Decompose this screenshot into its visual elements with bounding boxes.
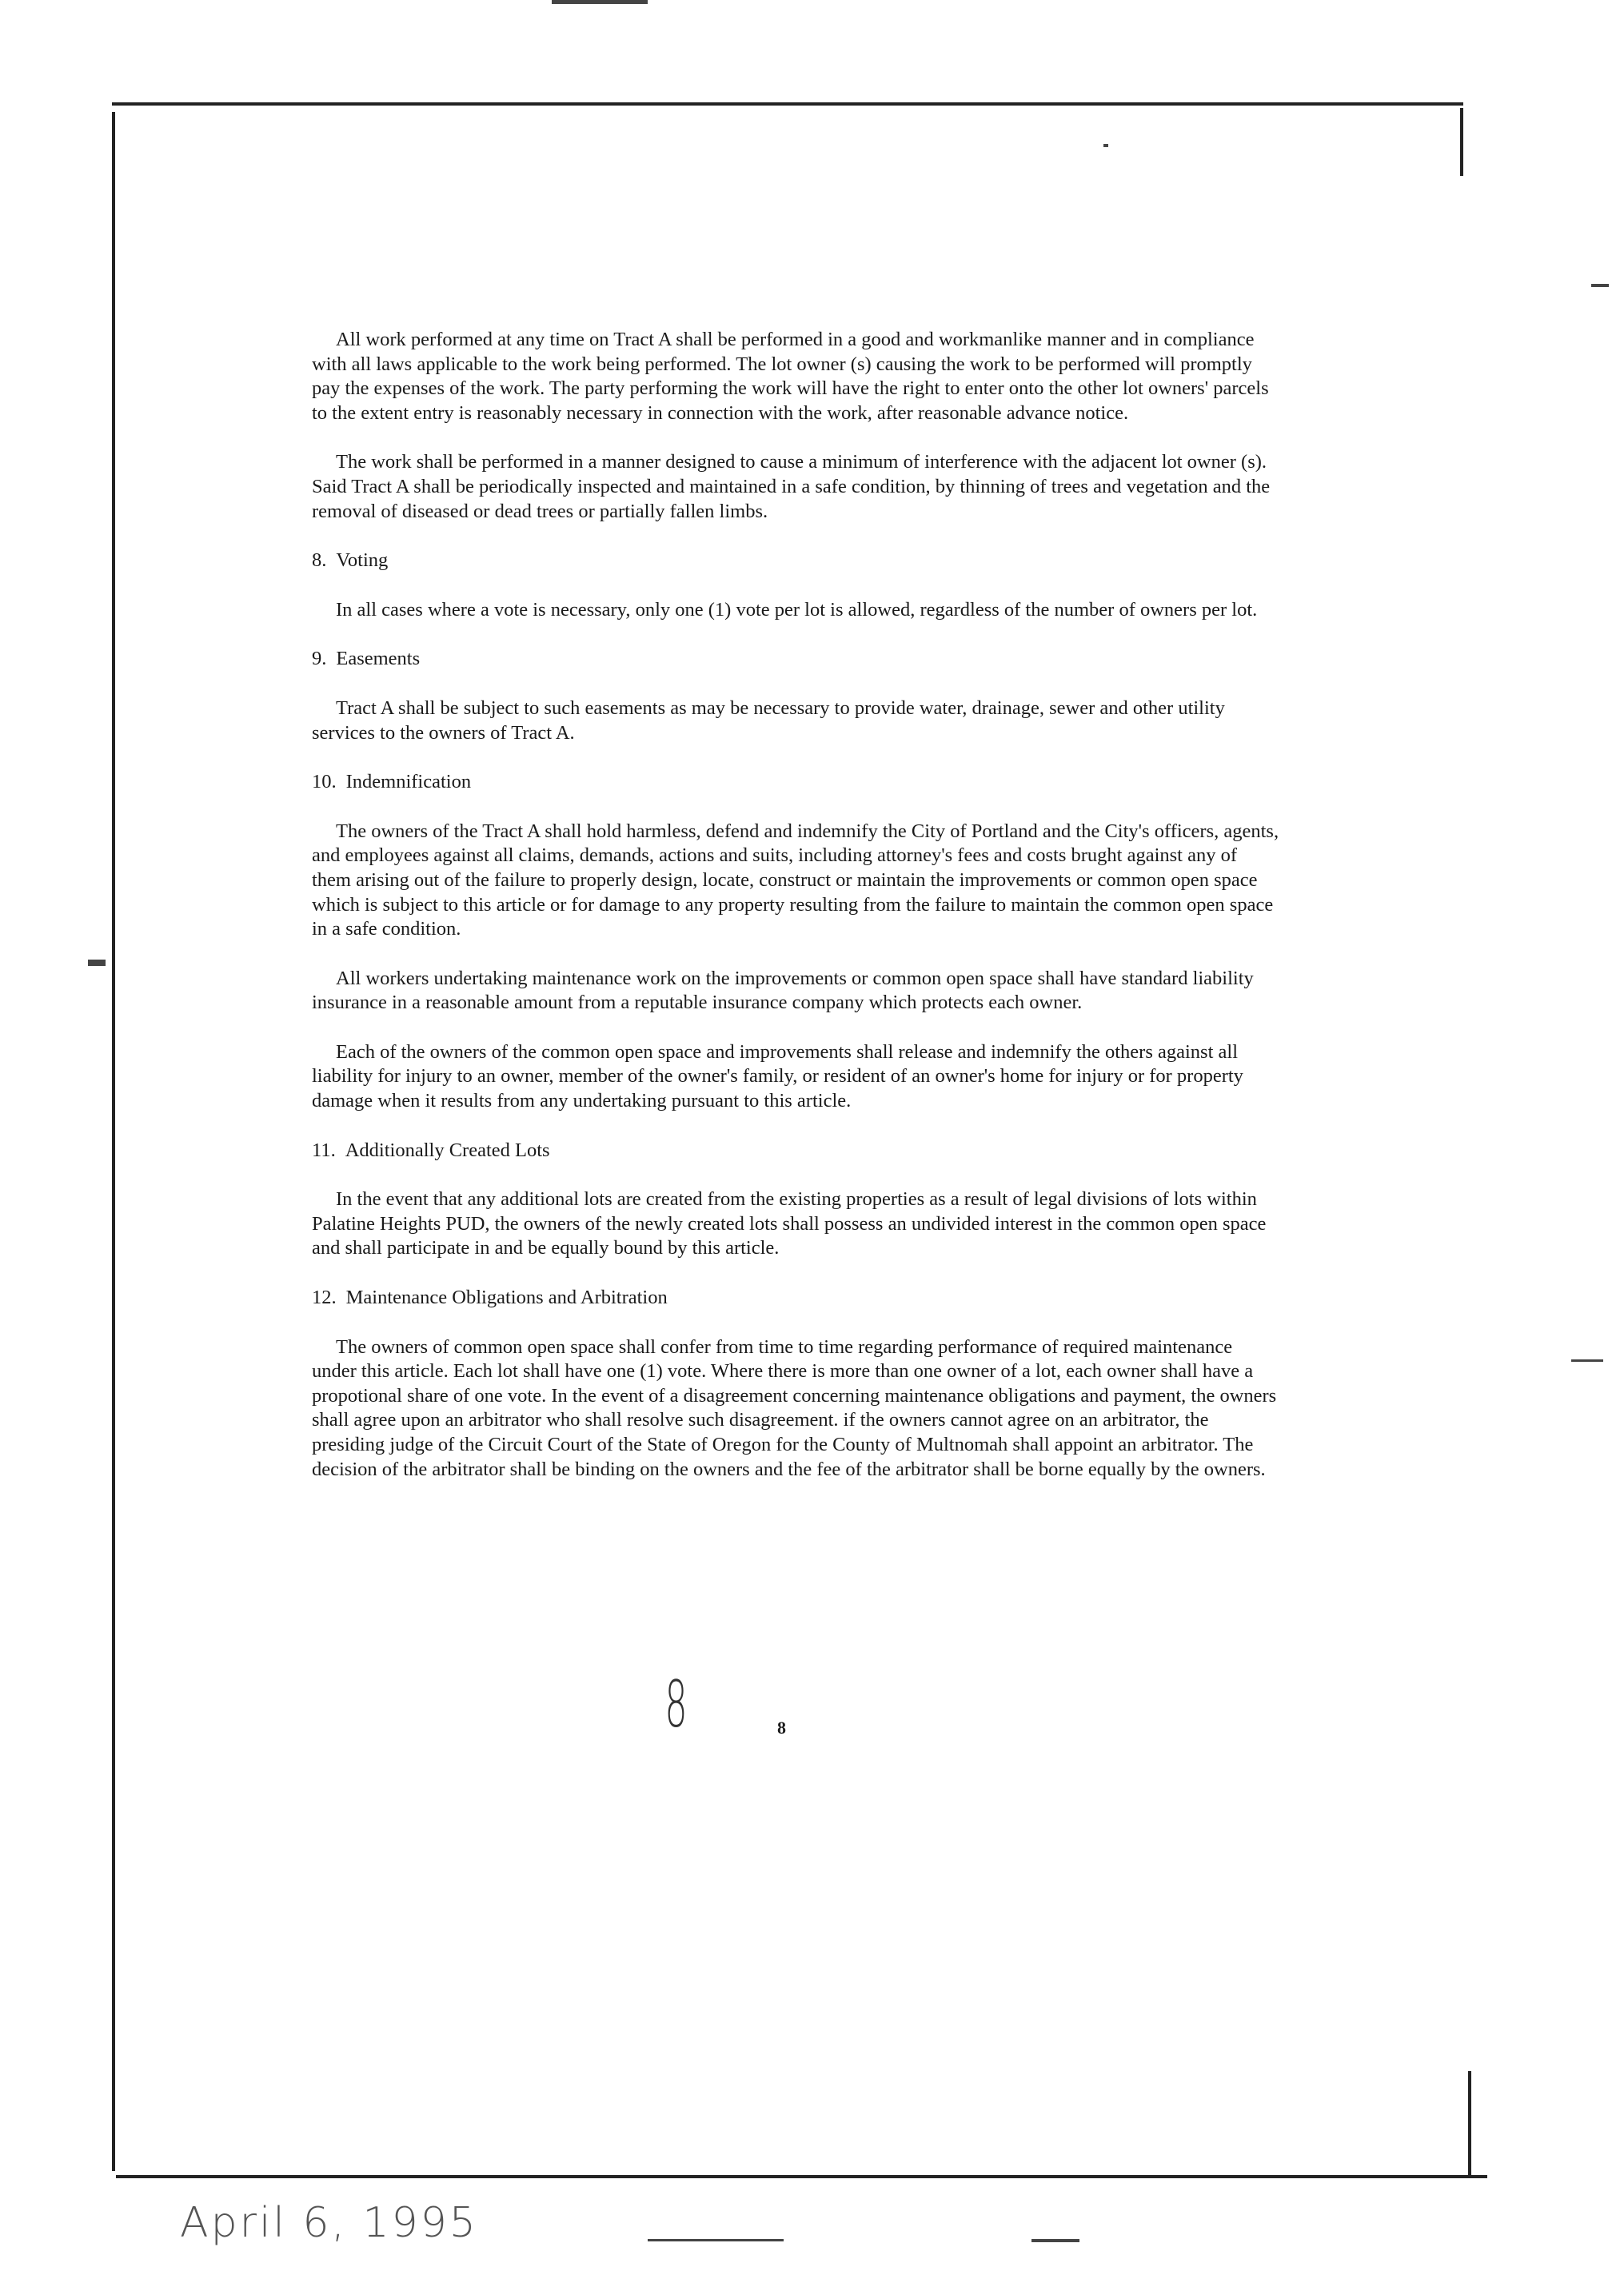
scan-border-top: [112, 102, 1463, 106]
section-number: 10.: [312, 771, 337, 793]
paragraph: Tract A shall be subject to such easements as may be necessary to provide water, drainage, sewer and other utility services to the owners of Tract A.: [312, 696, 1225, 744]
section-number: 12.: [312, 1287, 337, 1309]
scan-mark: [1591, 284, 1609, 287]
section-number: 8.: [312, 549, 327, 572]
section-title: Voting: [336, 549, 389, 572]
paragraph: All work performed at any time on Tract A shall be performed in a good and workmanlike manner and in compliance with all laws applicable to the work being performed. The lot owner (s) causing the work to be performed will promptly pay the expenses of the work. The party performing the work will have the right to enter onto the other lot owners' parcels to the extent entry is reasonably necessary in connection with the work, after reasonable advance notice.: [312, 329, 1269, 424]
scan-mark: [88, 960, 106, 966]
scan-mark: [1571, 1359, 1603, 1362]
scan-border-right-bottom: [1468, 2071, 1471, 2175]
scan-border-right-top: [1460, 108, 1463, 176]
section-title: Indemnification: [345, 771, 472, 793]
section-title: Easements: [336, 648, 421, 670]
section-title: Maintenance Obligations and Arbitration: [345, 1287, 668, 1309]
section-heading-voting: [312, 549, 1279, 573]
scan-border-left: [112, 112, 115, 2171]
handwritten-page-number: 8: [664, 1667, 688, 1742]
section-heading-easements: [312, 647, 1279, 672]
section-number: 11.: [312, 1139, 336, 1161]
paragraph: The owners of common open space shall confer from time to time regarding performance of required maintenance under this article. Each lot shall have one (1) vote. Where there is more than one owner of a lot, each owner shall have a propotional share of one vote. In the event of a disagreement concerning maintenance obligations and payment, the owners shall agree upon an arbitrator who shall resolve such disagreement. if the owners cannot agree on an arbitrator, the presiding judge of the Circuit Court of the State of Oregon for the County of Multnomah shall appoint an arbitrator. The decision of the arbitrator shall be binding on the owners and the fee of the arbitrator shall be borne equally by the owners.: [312, 1335, 1277, 1480]
scan-mark: [1103, 144, 1108, 147]
paragraph: The owners of the Tract A shall hold harmless, defend and indemnify the City of Portland and the City's officers, agents, and employees against all claims, demands, actions and suits, including attorney's fees and costs brught against any of them arising out of the failure to properly design, locate, construct or maintain the improvements or common open space which is subject to this article or for damage to any property resulting from the failure to maintain the common open space in a safe condition.: [312, 820, 1279, 940]
paragraph: In the event that any additional lots are created from the existing properties as a result of legal divisions of lots within Palatine Heights PUD, the owners of the newly created lots shall possess an undivided interest in the common open space and shall participate in and be equally bound by this article.: [312, 1188, 1267, 1259]
scan-mark: [1031, 2239, 1079, 2242]
scan-mark: [648, 2239, 784, 2241]
paragraph: All workers undertaking maintenance work on the improvements or common open space shall have standard liability insurance in a reasonable amount from a reputable insurance company which protects each owner.: [312, 967, 1254, 1014]
scan-mark: [552, 0, 648, 4]
paragraph: In all cases where a vote is necessary, only one (1) vote per lot is allowed, regardless of the number of owners per lot.: [336, 598, 1258, 621]
handwritten-date: April 6, 1995: [180, 2199, 478, 2247]
section-heading-maintenance: [312, 1286, 1279, 1311]
paragraph: Each of the owners of the common open space and improvements shall release and indemnify the others against all liability for injury to an owner, member of the owner's family, or resident of an owner's home for injury or for property damage when it results from any undertaking pursuant to this article.: [312, 1040, 1243, 1112]
section-heading-additional-lots: [312, 1139, 1279, 1163]
section-heading-indemnification: [312, 770, 1279, 795]
paragraph: The work shall be performed in a manner designed to cause a minimum of interference with the adjacent lot owner (s). Said Tract A shall be periodically inspected and maintained in a safe condition, by thinning of trees and vegetation and the removal of diseased or dead trees or partially fallen limbs.: [312, 451, 1271, 522]
page-number: 8: [777, 1718, 786, 1738]
section-number: 9.: [312, 648, 327, 670]
section-title: Additionally Created Lots: [345, 1139, 550, 1161]
scan-border-bottom: [116, 2175, 1487, 2178]
document-body: [312, 328, 1279, 1507]
